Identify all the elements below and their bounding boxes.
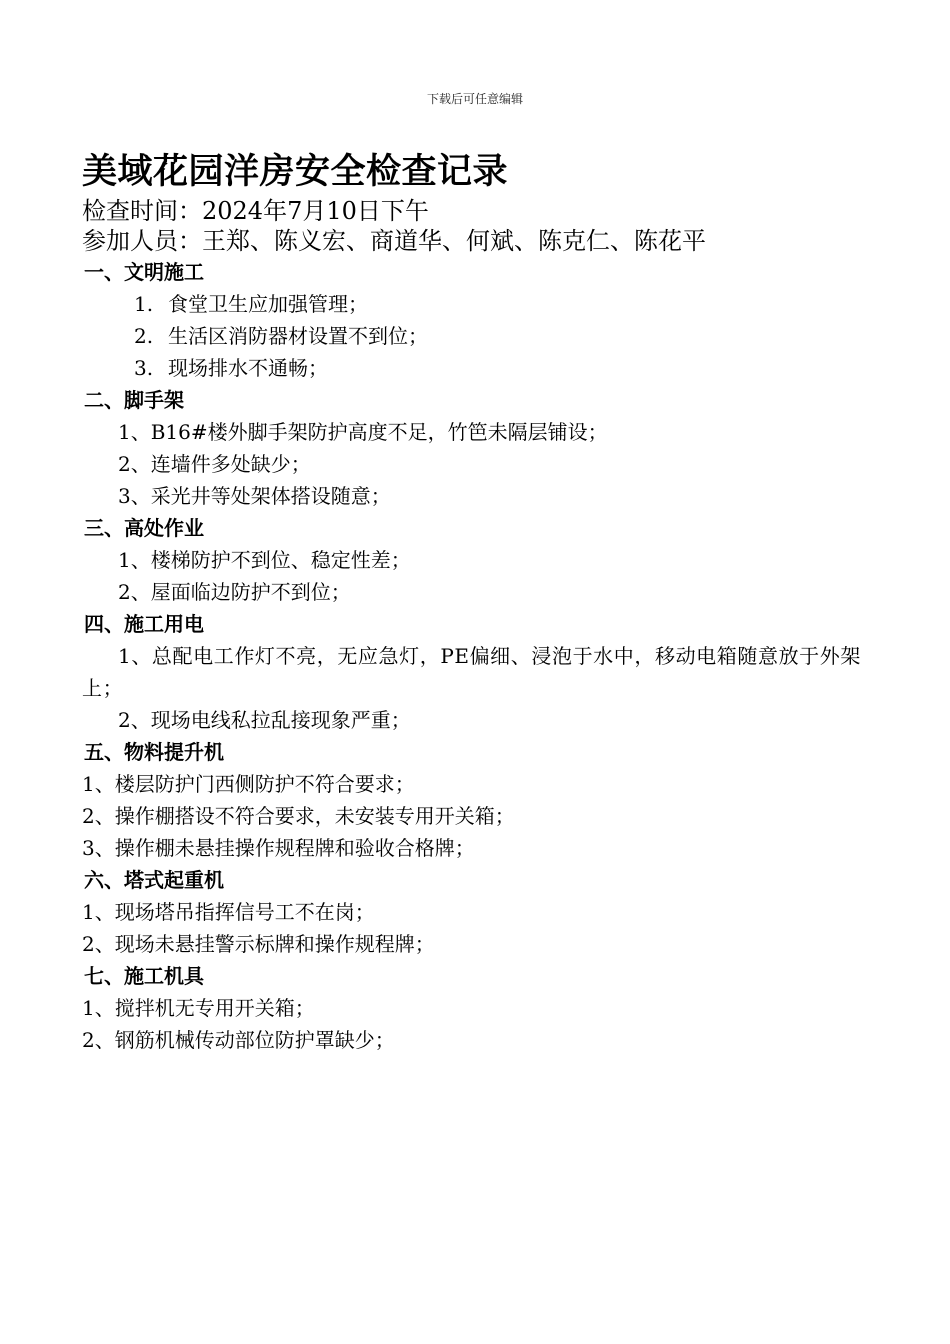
list-item: 2、屋面临边防护不到位； bbox=[118, 580, 351, 604]
section-heading-construction-machinery: 七、施工机具 bbox=[84, 964, 204, 988]
document-title: 美域花园洋房安全检查记录 bbox=[82, 151, 509, 192]
list-item: 1、现场塔吊指挥信号工不在岗； bbox=[82, 900, 375, 924]
section-heading-tower-crane: 六、塔式起重机 bbox=[84, 868, 224, 892]
item-number: 3. bbox=[134, 356, 154, 380]
list-item bbox=[82, 352, 882, 384]
participants: 参加人员：王郑、陈义宏、商道华、何斌、陈克仁、陈花平 bbox=[82, 227, 706, 255]
section-heading-material-hoist: 五、物料提升机 bbox=[84, 740, 224, 764]
section-heading-scaffolding: 二、脚手架 bbox=[84, 388, 184, 412]
item-number: 1. bbox=[134, 292, 154, 316]
list-item: 1、搅拌机无专用开关箱； bbox=[82, 996, 315, 1020]
list-item: 3、操作棚未悬挂操作规程牌和验收合格牌； bbox=[82, 836, 475, 860]
section-heading-construction-electricity: 四、施工用电 bbox=[84, 612, 204, 636]
check-time: 检查时间：2024年7月10日下午 bbox=[82, 197, 429, 225]
list-item: 1、楼梯防护不到位、稳定性差； bbox=[118, 548, 411, 572]
list-item: 2、现场电线私拉乱接现象严重； bbox=[118, 708, 411, 732]
list-item bbox=[82, 288, 882, 320]
list-item: 1、B16#楼外脚手架防护高度不足，竹笆未隔层铺设； bbox=[118, 420, 608, 444]
list-item: 2、连墙件多处缺少； bbox=[118, 452, 311, 476]
list-item: 3、采光井等处架体搭设随意； bbox=[118, 484, 391, 508]
section-heading-work-at-height: 三、高处作业 bbox=[84, 516, 204, 540]
list-item bbox=[82, 320, 882, 352]
item-number: 2. bbox=[134, 324, 154, 348]
header-note: 下载后可任意编辑 bbox=[426, 92, 523, 106]
list-item: 1、总配电工作灯不亮，无应急灯，PE偏细、浸泡于水中，移动电箱随意放于外架上； bbox=[82, 644, 861, 700]
item-text: 食堂卫生应加强管理； bbox=[168, 292, 368, 316]
list-item: 1、楼层防护门西侧防护不符合要求； bbox=[82, 772, 415, 796]
list-item: 2、现场未悬挂警示标牌和操作规程牌； bbox=[82, 932, 435, 956]
list-item: 2、操作棚搭设不符合要求，未安装专用开关箱； bbox=[82, 804, 515, 828]
section-heading-civilized-construction: 一、文明施工 bbox=[84, 260, 204, 284]
item-text: 生活区消防器材设置不到位； bbox=[168, 324, 428, 348]
document-body bbox=[82, 148, 882, 1056]
item-text: 现场排水不通畅； bbox=[168, 356, 328, 380]
list-item: 2、钢筋机械传动部位防护罩缺少； bbox=[82, 1028, 395, 1052]
